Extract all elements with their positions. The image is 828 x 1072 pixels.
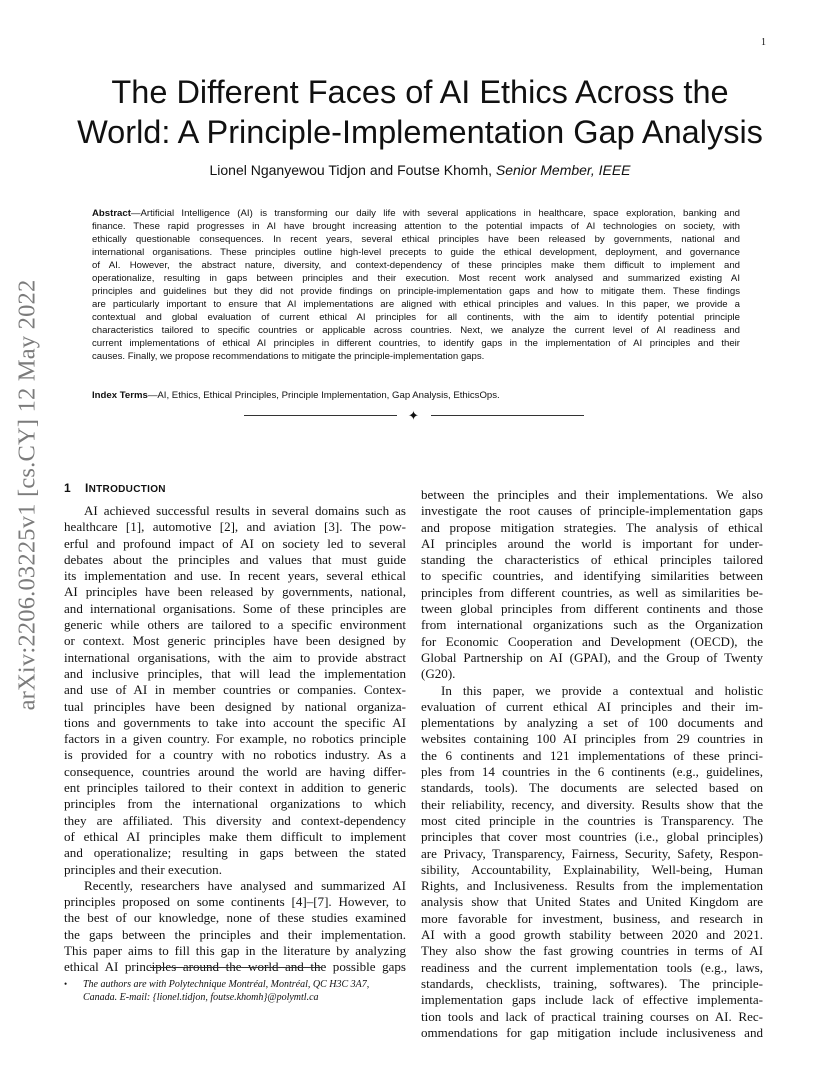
abstract-label: Abstract (92, 208, 131, 219)
abstract-line: ethically questionable consequences. In recent years, several ethical principles have been released by governments, national and (92, 234, 740, 245)
left-column (64, 503, 406, 976)
body-line: to specific countries, and identifying similarities between (421, 568, 763, 584)
body-line: AI principles around the world is important for under- (421, 535, 763, 551)
body-line: sibility, Accountability, Explainability, Well-being, Human (421, 861, 763, 877)
body-line: ent principles tailored to their context in addition to generic (64, 780, 406, 796)
footnote-bullet-icon: • (64, 979, 68, 989)
body-line: principles from the international organizations to which (64, 796, 406, 812)
body-line: AI with a good growth stability between 2020 and 2021. (421, 927, 763, 943)
body-line: or context. Most generic principles have been designed by (64, 633, 406, 649)
section-heading-introduction (64, 481, 166, 495)
index-terms-text: AI, Ethics, Ethical Principles, Principle Implementation, Gap Analysis, EthicsOps. (157, 390, 500, 401)
body-line: and operationalize; resulting in gaps between the stated (64, 845, 406, 861)
body-line: and propose mitigation strategies. The analysis of ethical (421, 519, 763, 535)
page-number: 1 (761, 37, 766, 48)
author-line (60, 162, 780, 178)
index-terms-label: Index Terms (92, 390, 148, 401)
body-line: and inclusive principles, that will lead the implementation (64, 665, 406, 681)
body-line: principles from different countries, as well as similarities be- (421, 584, 763, 600)
right-column (421, 487, 763, 1041)
title-line: World: A Principle-Implementation Gap Analysis (77, 114, 763, 150)
body-line: are Privacy, Transparency, Fairness, Security, Safety, Respon- (421, 845, 763, 861)
body-line: between the principles and their implementations. We also (421, 487, 763, 502)
index-terms-dash: — (147, 390, 158, 401)
abstract (92, 207, 740, 363)
body-line: of ethical AI principles make them difficult to implement (64, 828, 406, 844)
section-number: 1 (64, 481, 71, 495)
body-line: and use of AI in member countries or companies. Contex- (64, 682, 406, 698)
body-line: evaluation of current ethical AI principles and their im- (421, 698, 763, 714)
arxiv-identifier: arXiv:2206.03225v1 [cs.CY] 12 May 2022 (13, 279, 41, 711)
abstract-line: current implementations of ethical AI principles in different countries, to identify gaps in the implementation of AI principles and their (92, 338, 740, 349)
abstract-line: causes. Finally, we propose recommendations to mitigate the principle-implementation gaps. (92, 351, 485, 362)
body-line: the gaps between the principles and their implementation. (64, 926, 406, 942)
body-line: ommendations for gap mitigation include inclusiveness and (421, 1024, 763, 1040)
body-line: their reliability, recency, and diversity. Results show that the (421, 796, 763, 812)
body-line: ethical AI principles around the world and the possible gaps (64, 959, 406, 975)
body-line: (G20). (421, 666, 456, 682)
body-line: more favorable for investment, business, and research in (421, 910, 763, 926)
body-line: the best of our knowledge, none of these studies examined (64, 910, 406, 926)
body-line: the 6 continents and 121 implementations of these princi- (421, 747, 763, 763)
body-line: and international organisations. Some of these principles are (64, 600, 406, 616)
footnote-line: Canada. E-mail: {lionel.tidjon, foutse.khomh}@polymtl.ca (83, 992, 319, 1003)
abstract-line (92, 207, 740, 220)
abstract-line: contextual and global evaluation of current ethical AI principles for all continents, with the aim to identify potential principle (92, 312, 740, 323)
body-line: standing the characteristics of ethical principles tailored (421, 552, 763, 568)
body-line: healthcare [1], automotive [2], and aviation [3]. The pow- (64, 519, 406, 535)
body-line: tween global principles from different continents and those (421, 601, 763, 617)
body-line: factors in a given country. For example, no robotics principle (64, 731, 406, 747)
body-line: Global Partnership on AI (GPAI), and the Group of Twenty (421, 649, 763, 665)
abstract-line: of AI. However, the abstract nature, diversity, and context-dependency of these principles make them difficult to implement and (92, 260, 740, 271)
author-affiliation: Senior Member, IEEE (495, 162, 631, 178)
body-line: AI achieved successful results in several domains such as (84, 503, 406, 518)
abstract-line: operationalize, resulting in gaps between principles and their execution. Most recent work analysed and summarized existing AI (92, 273, 740, 284)
divider-diamond-icon: ✦ (408, 408, 419, 423)
body-line: principles and their execution. (64, 861, 222, 877)
body-line: erful and profound impact of AI on society led to several (64, 535, 406, 551)
body-line: most cited principle in the countries is Transparency. The (421, 812, 763, 828)
abstract-dash: — (130, 208, 141, 219)
abstract-line: international organisations. These principles outline high-level precepts to guide the ethical development, deployment, and governance (92, 247, 740, 258)
body-line: standards, tools). The documents are selected based on (421, 780, 763, 796)
body-line: analysis show that United States and United Kingdom are (421, 894, 763, 910)
title-line: The Different Faces of AI Ethics Across the (111, 74, 729, 110)
body-line: AI principles have been released by governments, national, (64, 584, 406, 600)
body-line: from international organizations such as the Organization (421, 617, 763, 633)
body-line: principles that cover most countries (i.e., global principles) (421, 829, 763, 845)
abstract-line: principles and guidelines but they did not provide findings on principle-implementation gaps and how to mitigate them. These findings (92, 286, 740, 297)
abstract-text: Artificial Intelligence (AI) is transforming our daily life with several applications in healthcare, space exploration, banking and (140, 208, 740, 219)
body-line: In this paper, we provide a contextual and holistic (441, 682, 763, 698)
body-line: tions and governments to take into account the specific AI (64, 714, 406, 730)
body-line: readiness and the current implementation tools (e.g., laws, (421, 959, 763, 975)
body-line: Recently, researchers have analysed and summarized AI (84, 877, 406, 893)
body-line: websites containing 100 AI principles from 29 countries in (421, 731, 763, 747)
body-line: plementations by analyzing a set of 100 documents and (421, 715, 763, 731)
body-line: international organisations, with the aim to provide abstract (64, 649, 406, 665)
abstract-line: are particularly important to ensure that AI implementations are aligned with ethical principles and values. In this paper, we provide a (92, 299, 740, 310)
body-line: principles proposed on some continents [4]–[7]. However, to (64, 894, 406, 910)
body-line: debates about the principles and values that must guide (64, 551, 406, 567)
paper-title (60, 72, 780, 152)
body-line: ples from 14 countries in the 6 continents (e.g., guidelines, (421, 764, 763, 780)
index-terms (92, 389, 740, 402)
divider-rule-right (431, 415, 584, 416)
body-line: implementation gaps include lack of effective implementa- (421, 992, 763, 1008)
body-line: investigate the root causes of principle-implementation gaps (421, 503, 763, 519)
abstract-line: finance. These rapid progresses in AI have brought increasing attention to the potential impacts of AI technologies on society, with (92, 221, 740, 232)
section-divider (244, 408, 584, 424)
author-names: Lionel Nganyewou Tidjon and Foutse Khomh, (209, 162, 496, 178)
body-line: they are affiliated. This diversity and context-dependency (64, 812, 406, 828)
author-footnote (64, 978, 408, 1004)
body-line: standards, checklists, training, softwares). The principle- (421, 975, 763, 991)
body-line: This paper aims to fill this gap in the literature by analyzing (64, 943, 406, 959)
footnote-line: The authors are with Polytechnique Montréal, Montréal, QC H3C 3A7, (83, 979, 370, 990)
body-line: Rights, and Inclusiveness. Results from the implementation (421, 878, 763, 894)
body-line: tion tools and lack of practical training courses on AI. Rec- (421, 1008, 763, 1024)
body-line: generic while others are tailored to a specific environment (64, 617, 406, 633)
footnote-rule (150, 967, 322, 968)
divider-rule-left (244, 415, 397, 416)
section-title-rest: NTRODUCTION (88, 484, 166, 495)
section-title-initial: I (84, 481, 89, 495)
body-line: its implementation and use. In recent years, several ethical (64, 568, 406, 584)
body-line: is provided for a country with no robotics industry. As a (64, 747, 406, 763)
body-line: consequence, countries around the world are having differ- (64, 763, 406, 779)
abstract-line: characteristics tailored to specific countries or applicable across countries. Next, we analyze the current level of AI readiness and (92, 325, 740, 336)
body-line: They also show the fast growing countries in terms of AI (421, 943, 763, 959)
body-line: tual principles have been designed by national organiza- (64, 698, 406, 714)
body-line: for Economic Cooperation and Development (OECD), the (421, 633, 763, 649)
arxiv-stamp (7, 235, 47, 755)
